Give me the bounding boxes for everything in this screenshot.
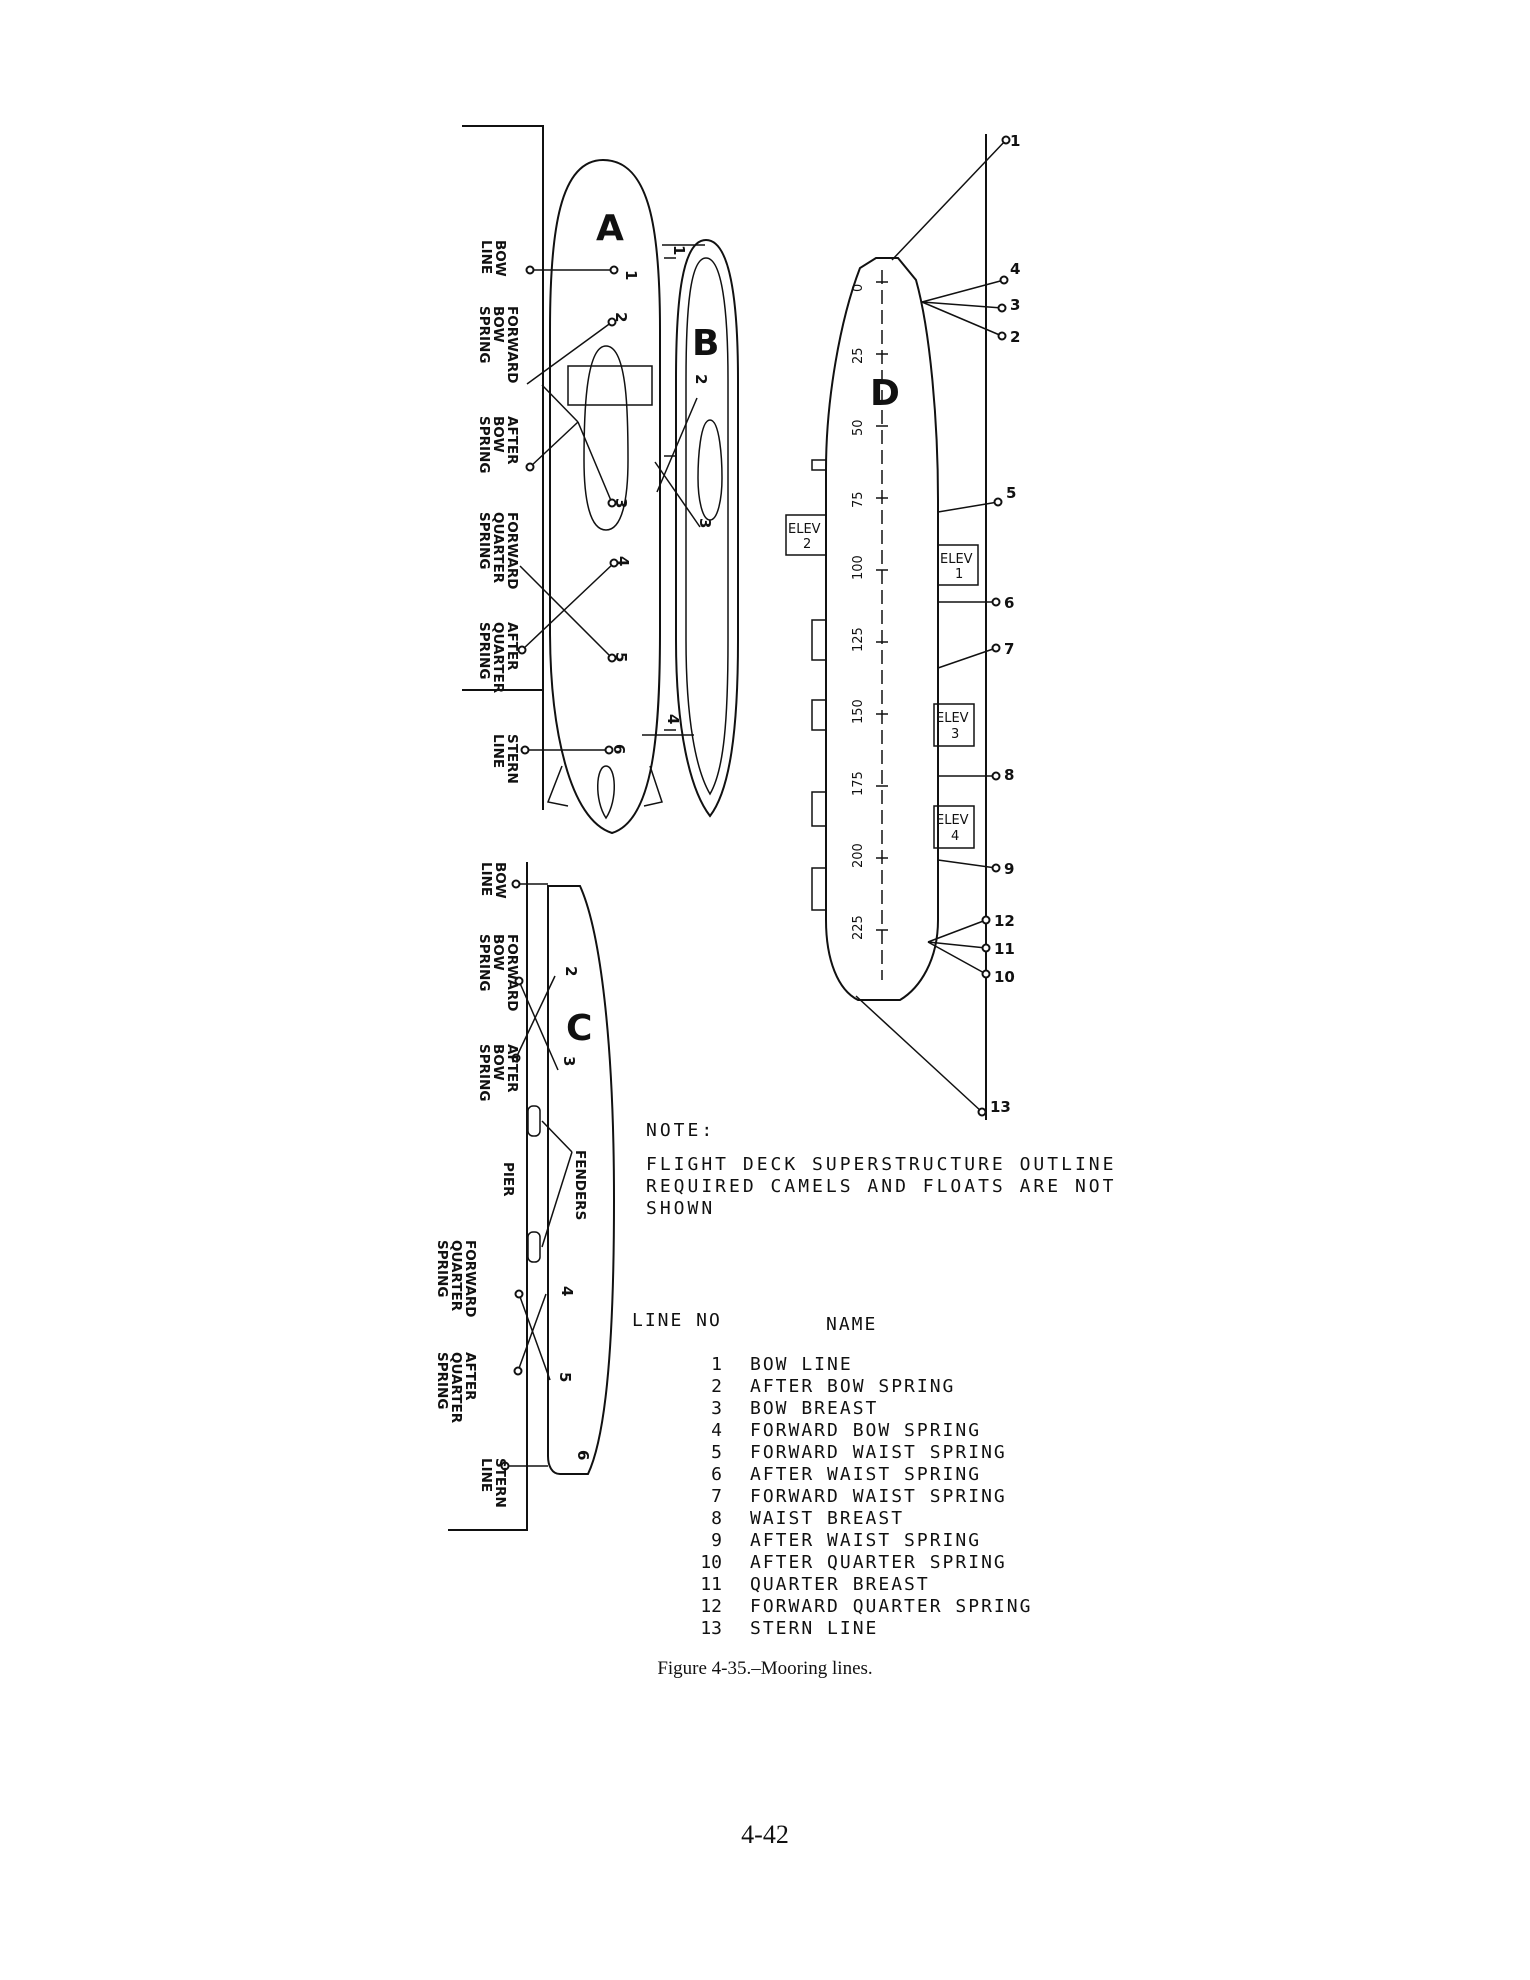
d-num-13: 13 <box>990 1098 1011 1116</box>
a-num-6: 6 <box>610 744 628 755</box>
legend-row-number: 3 <box>711 1398 722 1419</box>
legend-row-number: 9 <box>711 1530 722 1551</box>
svg-text:SPRING: SPRING <box>434 1352 450 1410</box>
deck-scale-label: 0 <box>851 283 866 292</box>
legend-row-name: AFTER WAIST SPRING <box>750 1464 982 1485</box>
deck-scale-label: 125 <box>851 627 866 652</box>
c-label-forward-quarter-spring <box>434 1240 478 1317</box>
svg-text:SPRING: SPRING <box>476 934 492 992</box>
legend-row-number: 10 <box>700 1552 722 1573</box>
deck-scale-label: 75 <box>851 491 866 508</box>
c-label-stern-line <box>478 1458 508 1508</box>
svg-text:LINE: LINE <box>478 240 494 275</box>
elevator-4 <box>934 806 974 848</box>
b-num-2: 2 <box>692 374 710 385</box>
svg-text:STERN: STERN <box>504 734 520 784</box>
svg-text:FORWARD: FORWARD <box>462 1240 478 1318</box>
a-num-1: 1 <box>622 270 640 281</box>
legend-row-number: 6 <box>711 1464 722 1485</box>
svg-text:LINE: LINE <box>478 1458 494 1493</box>
d-num-2: 2 <box>1010 328 1021 346</box>
deck-scale-label: 100 <box>851 555 866 580</box>
legend-row-number: 5 <box>711 1442 722 1463</box>
lines-a <box>519 267 618 754</box>
d-num-6: 6 <box>1004 594 1015 612</box>
legend-row-number: 11 <box>700 1574 722 1595</box>
legend-row-number: 2 <box>711 1376 722 1397</box>
svg-text:FORWARD: FORWARD <box>504 934 520 1012</box>
figure-caption: Figure 4-35.–Mooring lines. <box>657 1658 873 1679</box>
view-c <box>434 862 614 1530</box>
a-label-after-bow-spring <box>476 416 520 473</box>
a-label-forward-bow-spring <box>476 306 520 383</box>
deck-scale-label: 150 <box>851 699 866 724</box>
view-a-letter: A <box>596 208 624 249</box>
svg-text:1: 1 <box>955 567 964 582</box>
svg-text:ELEV: ELEV <box>936 711 969 726</box>
svg-text:4: 4 <box>951 829 960 844</box>
svg-text:SPRING: SPRING <box>476 1044 492 1102</box>
b-num-4: 4 <box>664 714 682 725</box>
c-label-pier: PIER <box>500 1162 516 1197</box>
d-num-5: 5 <box>1006 484 1017 502</box>
a-label-forward-quarter-spring <box>476 512 520 589</box>
ship-a-stern-fins <box>548 766 662 806</box>
d-num-11: 11 <box>994 940 1015 958</box>
legend-col-line: LINE NO <box>632 1310 722 1331</box>
c-num-5: 5 <box>556 1372 574 1383</box>
svg-text:AFTER: AFTER <box>462 1352 478 1401</box>
d-num-8: 8 <box>1004 766 1015 784</box>
a-num-2: 2 <box>612 312 630 323</box>
svg-text:BOW: BOW <box>492 862 508 899</box>
note-line-1: FLIGHT DECK SUPERSTRUCTURE OUTLINE <box>646 1154 1117 1175</box>
svg-text:LINE: LINE <box>490 734 506 769</box>
svg-text:SPRING: SPRING <box>476 306 492 364</box>
labels-a <box>476 240 520 784</box>
c-label-bow-line <box>478 862 508 899</box>
carrier-hull <box>826 258 938 1000</box>
ship-a-sponson <box>568 366 652 405</box>
ship-a-hull <box>550 160 660 833</box>
c-label-after-bow-spring <box>476 1044 520 1101</box>
svg-text:BOW: BOW <box>490 306 506 343</box>
a-num-3: 3 <box>612 498 630 509</box>
deck-scale-label: 225 <box>851 915 866 940</box>
legend-rows <box>700 1354 1032 1639</box>
view-c-letter: C <box>566 1008 593 1049</box>
legend <box>632 1310 1032 1639</box>
line-numbers-a <box>610 270 640 754</box>
d-num-12: 12 <box>994 912 1015 930</box>
d-num-4: 4 <box>1010 260 1021 278</box>
page-number: 4-42 <box>741 1820 789 1849</box>
legend-row-name: QUARTER BREAST <box>750 1574 930 1595</box>
legend-row-name: FORWARD WAIST SPRING <box>750 1442 1007 1463</box>
view-a-b <box>462 126 738 833</box>
deck-scale-label: 200 <box>851 843 866 868</box>
svg-text:QUARTER: QUARTER <box>448 1352 464 1424</box>
svg-text:FORWARD: FORWARD <box>504 512 520 590</box>
svg-text:QUARTER: QUARTER <box>490 512 506 584</box>
legend-col-name: NAME <box>826 1314 878 1335</box>
svg-text:STERN: STERN <box>492 1458 508 1508</box>
svg-text:SPRING: SPRING <box>434 1240 450 1298</box>
a-label-after-quarter-spring <box>476 622 520 694</box>
view-b-letter: B <box>692 323 720 364</box>
note-line-3: SHOWN <box>646 1198 716 1219</box>
ship-b-island <box>698 420 722 520</box>
ship-a-rudder <box>598 766 615 818</box>
legend-row-name: STERN LINE <box>750 1618 879 1639</box>
a-label-stern-line <box>490 734 520 784</box>
view-d-letter: D <box>870 373 900 414</box>
b-num-1: 1 <box>670 245 688 256</box>
svg-text:AFTER: AFTER <box>504 1044 520 1093</box>
legend-row-number: 7 <box>711 1486 722 1507</box>
a-num-5: 5 <box>612 652 630 663</box>
svg-text:SPRING: SPRING <box>476 512 492 570</box>
legend-row-name: BOW LINE <box>750 1354 853 1375</box>
d-num-9: 9 <box>1004 860 1015 878</box>
d-num-7: 7 <box>1004 640 1015 658</box>
legend-row-number: 1 <box>711 1354 722 1375</box>
d-num-3: 3 <box>1010 296 1021 314</box>
c-label-after-quarter-spring <box>434 1352 478 1424</box>
svg-text:FORWARD: FORWARD <box>504 306 520 384</box>
svg-text:BOW: BOW <box>490 416 506 453</box>
c-num-3: 3 <box>560 1056 578 1067</box>
elevator-2 <box>786 515 826 555</box>
deck-scale-label: 50 <box>851 419 866 436</box>
legend-row-name: FORWARD QUARTER SPRING <box>750 1596 1033 1617</box>
svg-text:LINE: LINE <box>478 862 494 897</box>
view-d <box>786 132 1020 1120</box>
legend-row-number: 8 <box>711 1508 722 1529</box>
legend-row-name: AFTER WAIST SPRING <box>750 1530 982 1551</box>
svg-text:2: 2 <box>803 537 812 552</box>
svg-text:BOW: BOW <box>490 934 506 971</box>
legend-row-name: FORWARD BOW SPRING <box>750 1420 982 1441</box>
a-label-bow-line <box>478 240 508 277</box>
d-num-10: 10 <box>994 968 1015 986</box>
c-label-fenders: FENDERS <box>572 1150 588 1221</box>
c-label-forward-bow-spring <box>476 934 520 1011</box>
svg-text:AFTER: AFTER <box>504 622 520 671</box>
svg-text:QUARTER: QUARTER <box>448 1240 464 1312</box>
d-num-1: 1 <box>1010 132 1021 150</box>
svg-text:ELEV: ELEV <box>788 522 821 537</box>
legend-row-number: 12 <box>700 1596 722 1617</box>
legend-row-name: AFTER QUARTER SPRING <box>750 1552 1007 1573</box>
labels-c <box>434 862 588 1508</box>
note <box>646 1120 1116 1219</box>
svg-text:ELEV: ELEV <box>936 813 969 828</box>
note-heading: NOTE: <box>646 1120 716 1141</box>
elevator-3 <box>934 704 974 746</box>
note-line-2: REQUIRED CAMELS AND FLOATS ARE NOT <box>646 1176 1117 1197</box>
svg-text:ELEV: ELEV <box>940 552 973 567</box>
deck-scale-label: 25 <box>851 347 866 364</box>
svg-text:BOW: BOW <box>492 240 508 277</box>
a-num-4: 4 <box>614 556 632 567</box>
legend-row-name: FORWARD WAIST SPRING <box>750 1486 1007 1507</box>
legend-row-name: WAIST BREAST <box>750 1508 905 1529</box>
legend-row-number: 4 <box>711 1420 722 1441</box>
legend-row-number: 13 <box>700 1618 722 1639</box>
b-num-3: 3 <box>696 518 714 529</box>
c-num-2: 2 <box>562 966 580 977</box>
fenders-c <box>528 1106 572 1262</box>
legend-row-name: AFTER BOW SPRING <box>750 1376 956 1397</box>
svg-text:BOW: BOW <box>490 1044 506 1081</box>
svg-text:3: 3 <box>951 727 960 742</box>
lines-b <box>642 245 705 735</box>
deck-scale-label: 175 <box>851 771 866 796</box>
svg-text:SPRING: SPRING <box>476 622 492 680</box>
elevator-1 <box>938 545 978 585</box>
svg-text:AFTER: AFTER <box>504 416 520 465</box>
svg-text:SPRING: SPRING <box>476 416 492 474</box>
c-num-6: 6 <box>574 1450 592 1461</box>
c-num-4: 4 <box>558 1286 576 1297</box>
svg-text:QUARTER: QUARTER <box>490 622 506 694</box>
legend-row-name: BOW BREAST <box>750 1398 879 1419</box>
fenders-a-b <box>664 258 676 730</box>
